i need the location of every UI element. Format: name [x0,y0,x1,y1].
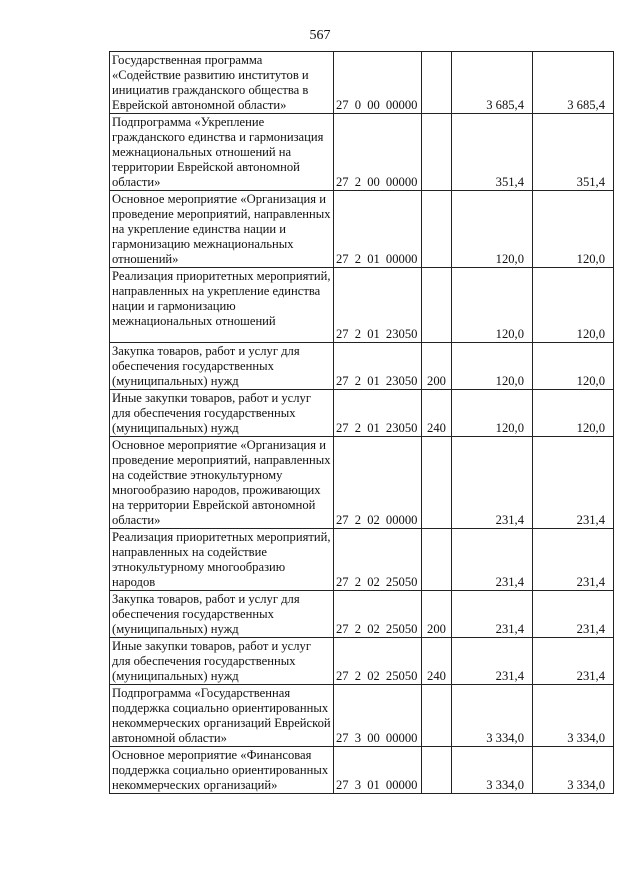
row-name: Реализация приоритетных мероприятий, направленных на содействие этнокультурному многообразию народов [112,530,331,589]
row-vr [422,268,452,343]
row-sum-1: 3 334,0 [452,685,533,747]
row-name-cell [110,114,334,191]
row-sum-2: 231,4 [533,638,614,685]
table-row [110,191,614,268]
table-row [110,529,614,591]
row-name: Основное мероприятие «Организация и проведение мероприятий, направленных на укрепление единства нации и гармонизацию межнациональных отношений» [112,192,331,266]
row-code: 27 2 02 00000 [334,437,422,529]
row-vr: 200 [422,591,452,638]
row-code: 27 2 00 00000 [334,114,422,191]
row-name-cell [110,52,334,114]
row-name-cell [110,591,334,638]
row-name: Иные закупки товаров, работ и услуг для обеспечения государственных (муниципальных) нужд [112,639,312,683]
table-row [110,591,614,638]
page-number: 567 [309,28,331,43]
row-name-cell [110,685,334,747]
row-name: Реализация приоритетных мероприятий, направленных на укрепление единства нации и гармонизацию межнациональных отношений [112,269,331,328]
row-name-cell [110,529,334,591]
row-sum-2: 3 334,0 [533,685,614,747]
row-vr: 240 [422,390,452,437]
row-name: Основное мероприятие «Финансовая поддержка социально ориентированных некоммерческих организаций» [112,748,329,792]
row-sum-1: 120,0 [452,191,533,268]
row-sum-2: 231,4 [533,591,614,638]
row-vr: 240 [422,638,452,685]
table-row [110,114,614,191]
row-vr [422,52,452,114]
table-row [110,638,614,685]
budget-table [109,51,614,794]
row-sum-2: 120,0 [533,343,614,390]
row-sum-1: 3 685,4 [452,52,533,114]
row-code: 27 2 01 23050 [334,268,422,343]
row-sum-1: 231,4 [452,437,533,529]
row-sum-1: 231,4 [452,638,533,685]
row-vr [422,191,452,268]
row-name: Иные закупки товаров, работ и услуг для обеспечения государственных (муниципальных) нужд [112,391,312,435]
row-code: 27 2 01 23050 [334,390,422,437]
row-vr [422,114,452,191]
row-sum-1: 120,0 [452,343,533,390]
row-name: Закупка товаров, работ и услуг для обеспечения государственных (муниципальных) нужд [112,592,300,636]
row-sum-1: 120,0 [452,268,533,343]
row-name: Государственная программа «Содействие развитию институтов и инициатив гражданского общества в Еврейской автономной области» [112,53,309,112]
row-sum-1: 231,4 [452,591,533,638]
row-name-cell [110,191,334,268]
row-vr [422,685,452,747]
row-code: 27 3 00 00000 [334,685,422,747]
row-sum-2: 120,0 [533,390,614,437]
row-name-cell [110,343,334,390]
row-code: 27 2 02 25050 [334,638,422,685]
row-code: 27 2 02 25050 [334,591,422,638]
table-row [110,343,614,390]
row-name-cell [110,747,334,794]
row-vr [422,437,452,529]
row-name: Закупка товаров, работ и услуг для обеспечения государственных (муниципальных) нужд [112,344,300,388]
row-sum-1: 3 334,0 [452,747,533,794]
row-code: 27 2 02 25050 [334,529,422,591]
row-sum-1: 231,4 [452,529,533,591]
row-name-cell [110,390,334,437]
row-name: Подпрограмма «Государственная поддержка социально ориентированных некоммерческих организаций Еврейской автономной области» [112,686,331,745]
row-sum-2: 231,4 [533,529,614,591]
table-row [110,268,614,343]
table-row [110,747,614,794]
row-name: Основное мероприятие «Организация и проведение мероприятий, направленных на содействие этнокультурному многообразию народов, проживающих на территории Еврейской автономной области» [112,438,331,527]
row-code: 27 2 01 23050 [334,343,422,390]
row-sum-2: 231,4 [533,437,614,529]
row-code: 27 3 01 00000 [334,747,422,794]
row-vr [422,747,452,794]
row-name-cell [110,437,334,529]
row-name-cell [110,638,334,685]
table-row [110,52,614,114]
row-sum-2: 3 334,0 [533,747,614,794]
row-code: 27 0 00 00000 [334,52,422,114]
row-sum-1: 120,0 [452,390,533,437]
row-sum-2: 3 685,4 [533,52,614,114]
row-name: Подпрограмма «Укрепление гражданского единства и гармонизация межнациональных отношений на территории Еврейской автономной области» [112,115,324,189]
row-vr: 200 [422,343,452,390]
table-row [110,685,614,747]
table-row [110,437,614,529]
table-row [110,390,614,437]
row-sum-2: 120,0 [533,268,614,343]
row-name-cell [110,268,334,343]
row-vr [422,529,452,591]
row-sum-2: 120,0 [533,191,614,268]
row-code: 27 2 01 00000 [334,191,422,268]
row-sum-1: 351,4 [452,114,533,191]
row-sum-2: 351,4 [533,114,614,191]
